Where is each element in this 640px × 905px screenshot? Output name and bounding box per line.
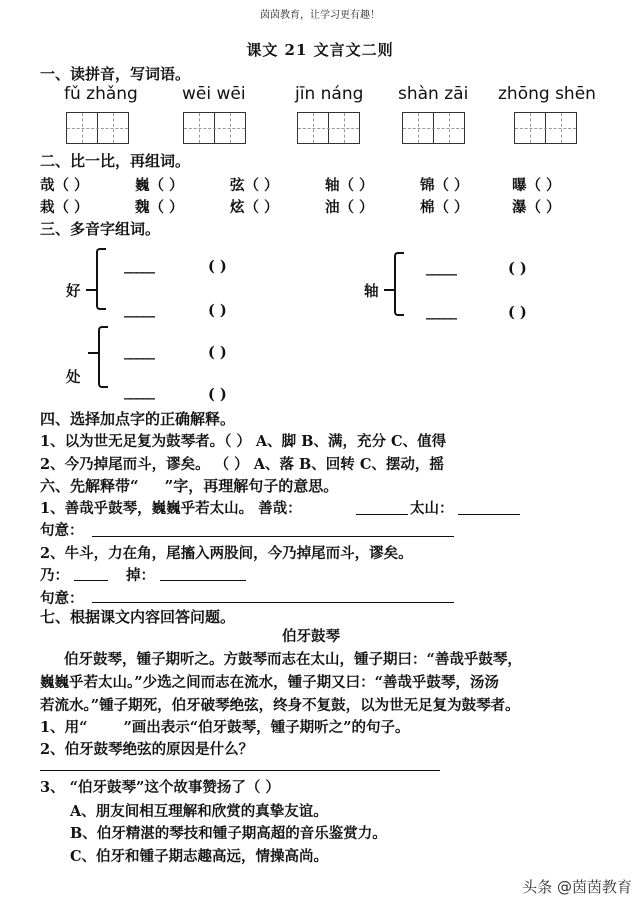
writing-grid-4[interactable] (402, 112, 465, 144)
section7-question-1 (40, 716, 409, 737)
writing-grid-2[interactable] (183, 112, 246, 144)
brace-point (88, 352, 98, 354)
paren[interactable]: ( ) (208, 386, 227, 403)
q1-part-b: ”画出表示“伯牙鼓琴，锺子期听之”的句子。 (123, 719, 410, 736)
diao-label: 掉： (126, 567, 155, 584)
section4-question-2: 2、今乃掉尾而斗，谬矣。 （ ） A、落 B、回转 C、摆动，摇 (40, 456, 444, 473)
compare-cell[interactable]: 锦（ ） (420, 177, 469, 194)
paren[interactable]: ( ) (208, 258, 227, 275)
compare-cell[interactable]: 炫（ ） (230, 199, 279, 216)
paren[interactable]: ( ) (508, 260, 527, 277)
compare-cell[interactable]: 栽（ ） (40, 199, 89, 216)
section1-heading: 一、读拼音，写词语。 (40, 65, 191, 83)
passage-line: 若流水。”锺子期死，伯牙破琴绝弦，终身不复鼓，以为世无足复为鼓琴者。 (40, 697, 520, 714)
section7-heading: 七、根据课文内容回答问题。 (40, 608, 236, 626)
brace (96, 248, 106, 310)
writing-grid-1[interactable] (66, 112, 129, 144)
q1-part-a: 1、用“ (40, 719, 88, 736)
pinyin-5: zhōng shēn (498, 84, 596, 104)
section4-heading: 四、选择加点字的正确解释。 (40, 410, 236, 428)
brace-point (86, 289, 96, 291)
answer-line[interactable] (74, 580, 108, 581)
writing-grid-5[interactable] (514, 112, 577, 144)
section6-heading (40, 475, 338, 496)
writing-grid-3[interactable] (297, 112, 360, 144)
watermark: 头条 @茵茵教育 (522, 878, 632, 896)
paren[interactable]: ( ) (508, 304, 527, 321)
paren[interactable]: ( ) (208, 344, 227, 361)
compare-cell[interactable]: 巍（ ） (135, 177, 184, 194)
blank[interactable]: _____ (426, 304, 456, 320)
blank[interactable]: _____ (124, 384, 154, 400)
pinyin-2: wēi wēi (182, 84, 246, 104)
compare-cell[interactable]: 轴（ ） (325, 177, 374, 194)
section3-heading: 三、多音字组词。 (40, 220, 161, 238)
nai-label: 乃： (40, 567, 69, 584)
paren[interactable]: ( ) (208, 302, 227, 319)
option-a[interactable]: A、朋友间相互理解和欣赏的真挚友谊。 (70, 803, 328, 820)
section6-question-2: 2、牛斗，力在角，尾搐入两股间，今乃掉尾而斗，谬矣。 (40, 545, 413, 562)
passage-line: 巍巍乎若太山。”少选之间而志在流水，锺子期又曰：“善哉乎鼓琴，汤汤 (40, 674, 499, 691)
answer-line[interactable] (40, 770, 440, 771)
compare-cell[interactable]: 魏（ ） (135, 199, 184, 216)
blank[interactable]: _____ (124, 302, 154, 318)
answer-line[interactable] (160, 580, 246, 581)
brace-point (384, 289, 394, 291)
brace (394, 252, 404, 316)
brace (98, 326, 108, 388)
compare-cell[interactable]: 油（ ） (325, 199, 374, 216)
section2-heading: 二、比一比，再组词。 (40, 152, 191, 170)
meaning-label-2: 句意： (40, 590, 84, 607)
compare-cell[interactable]: 棉（ ） (420, 199, 469, 216)
option-b[interactable]: B、伯牙精湛的琴技和锺子期高超的音乐鉴赏力。 (70, 825, 387, 842)
passage-line: 伯牙鼓琴，锺子期听之。方鼓琴而志在太山，锺子期曰：“善哉乎鼓琴， (64, 651, 522, 668)
compare-cell[interactable]: 弦（ ） (230, 177, 279, 194)
section7-question-3: 3、 “伯牙鼓琴”这个故事赞扬了（ ） (40, 779, 280, 796)
passage-title: 伯牙鼓琴 (282, 628, 340, 645)
blank[interactable]: _____ (426, 260, 456, 276)
answer-line[interactable] (356, 514, 408, 515)
compare-cell[interactable]: 瀑（ ） (512, 199, 561, 216)
section6-question-1: 1、善哉乎鼓琴，巍巍乎若太山。 善哉： (40, 500, 302, 517)
header-slogan: 茵茵教育，让学习更有趣！ (260, 10, 380, 21)
section4-question-1: 1、以为世无足复为鼓琴者。（ ） A、脚 B、满，充分 C、值得 (40, 433, 447, 450)
compare-cell[interactable]: 哉（ ） (40, 177, 89, 194)
section6-heading-a: 六、先解释带“ (40, 477, 139, 495)
pinyin-4: shàn zāi (398, 84, 469, 104)
pinyin-1: fǔ zhǎng (64, 84, 138, 104)
compare-cell[interactable]: 曝（ ） (512, 177, 561, 194)
section6-heading-b: ”字，再理解句子的意思。 (164, 477, 339, 495)
answer-line[interactable] (92, 602, 454, 603)
polyphone-hao: 好 (66, 283, 81, 300)
polyphone-chu: 处 (66, 369, 81, 386)
blank[interactable]: _____ (124, 258, 154, 274)
polyphone-zhou: 轴 (364, 283, 379, 300)
answer-line[interactable] (92, 536, 454, 537)
section7-question-2: 2、伯牙鼓琴绝弦的原因是什么？ (40, 741, 254, 758)
pinyin-3: jīn náng (295, 84, 364, 104)
taishan-label: 太山： (410, 500, 454, 517)
answer-line[interactable] (458, 514, 520, 515)
option-c[interactable]: C、伯牙和锺子期志趣高远，情操高尚。 (70, 848, 329, 865)
meaning-label-1: 句意： (40, 522, 84, 539)
page-title: 课文 21 文言文二则 (246, 41, 394, 59)
blank[interactable]: _____ (124, 344, 154, 360)
